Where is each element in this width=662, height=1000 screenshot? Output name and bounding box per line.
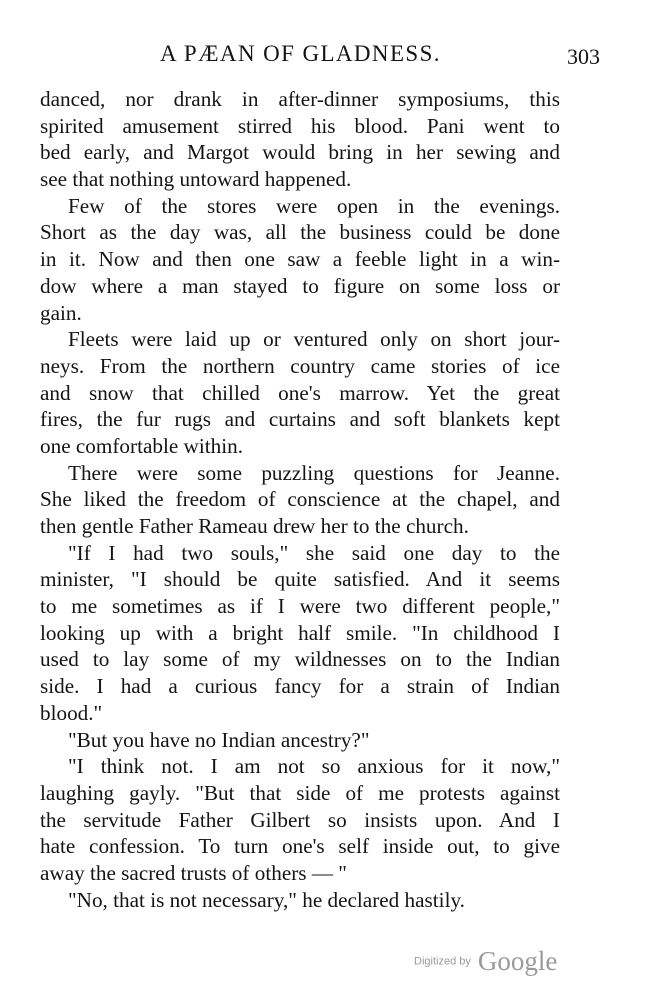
text-line: then gentle Father Rameau drew her to the church. [40, 514, 469, 538]
text-line: She liked the freedom of conscience at the chapel, and [40, 487, 560, 512]
text-line: one comfortable within. [40, 433, 243, 458]
text-line: in it. Now and then one saw a feeble light in a win- [40, 247, 560, 272]
body-text [40, 86, 560, 913]
text-line: blood." [40, 700, 103, 725]
page-number: 303 [567, 44, 600, 69]
text-line: side. I had a curious fancy for a strain of Indian [40, 674, 560, 699]
text-line: minister, "I should be quite satisfied. And it seems [40, 567, 560, 592]
paragraph-first-line: "I think not. I am not so anxious for it now," [68, 754, 560, 779]
digitized-by-google-watermark [414, 946, 557, 977]
paragraph-first-line: There were some puzzling questions for Jeanne. [68, 460, 560, 485]
text-line: see that nothing untoward happened. [40, 167, 352, 192]
text-line: away the sacred trusts of others — " [40, 860, 347, 885]
text-line: hate confession. To turn one's self inside out, to give [40, 834, 560, 859]
watermark-prefix: Digitized by [414, 955, 471, 968]
text-line: and snow that chilled one's marrow. Yet the great [40, 380, 560, 405]
running-header [40, 41, 600, 71]
paragraph-first-line: "If I had two souls," she said one day to the [68, 540, 560, 565]
text-line: laughing gayly. "But that side of me protests against [40, 780, 560, 805]
text-line: Short as the day was, all the business could be done [40, 220, 560, 245]
text-line: bed early, and Margot would bring in her sewing and [40, 140, 560, 165]
paragraph-first-line: Fleets were laid up or ventured only on short jour- [68, 327, 560, 352]
text-line: the servitude Father Gilbert so insists upon. And I [40, 807, 560, 832]
text-line: gain. [40, 300, 82, 325]
text-line: dow where a man stayed to figure on some loss or [40, 273, 560, 298]
text-line: neys. From the northern country came stories of ice [40, 353, 560, 378]
text-line: spirited amusement stirred his blood. Pani went to [40, 113, 560, 138]
text-line: danced, nor drank in after-dinner symposiums, this [40, 87, 560, 111]
text-line: fires, the fur rugs and curtains and soft blankets kept [40, 407, 560, 432]
google-logo: Google [477, 946, 558, 976]
paragraph-first-line: "But you have no Indian ancestry?" [68, 727, 370, 752]
text-line: looking up with a bright half smile. "In childhood I [40, 620, 560, 645]
text-line: used to lay some of my wildnesses on to the Indian [40, 647, 560, 672]
paragraph-first-line: "No, that is not necessary," he declared hastily. [68, 887, 465, 912]
text-line: to me sometimes as if I were two different people," [40, 594, 560, 619]
running-title: A PÆAN OF GLADNESS. [160, 41, 441, 66]
paragraph-first-line: Few of the stores were open in the evenings. [68, 193, 560, 218]
